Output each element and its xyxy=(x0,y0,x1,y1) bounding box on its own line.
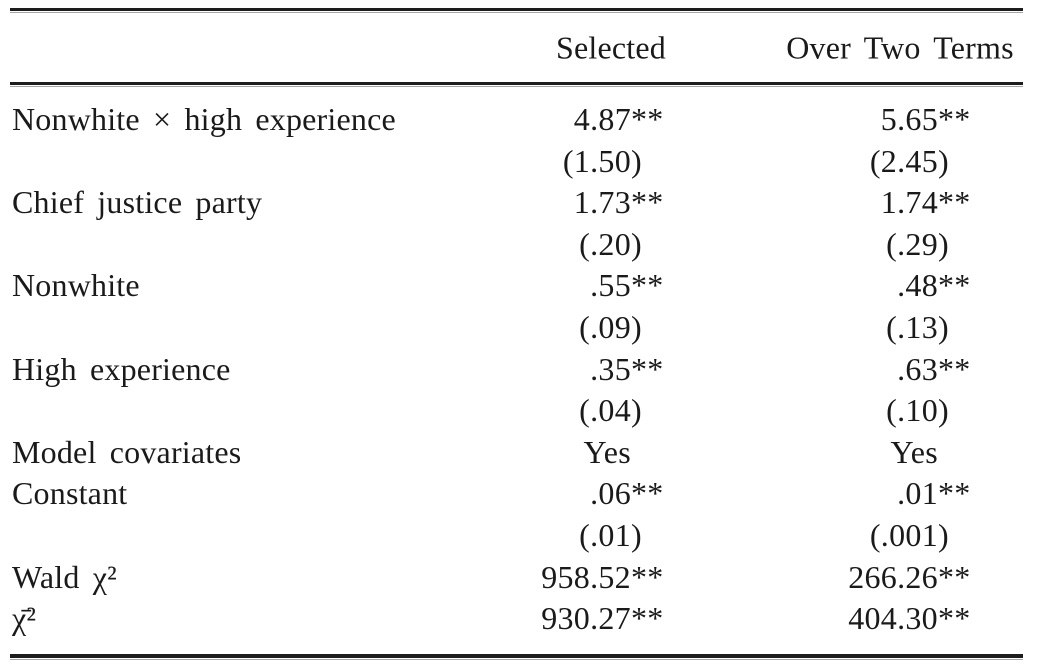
value-suffix: ** xyxy=(631,475,664,512)
row-label: Constant xyxy=(12,475,128,512)
value-suffix: ) xyxy=(938,516,949,553)
value-suffix: ) xyxy=(631,142,642,179)
table-row xyxy=(10,141,1023,183)
value-over-two-terms xyxy=(658,557,971,599)
value-number: 266.26 xyxy=(848,558,938,595)
table-row xyxy=(10,598,1023,640)
value-over-two-terms xyxy=(658,99,971,141)
value-suffix: ** xyxy=(631,267,664,304)
value-number: .35 xyxy=(590,350,631,387)
row-label: Model covariates xyxy=(12,433,242,470)
value-number: .06 xyxy=(590,475,631,512)
value-suffix: ** xyxy=(631,101,664,137)
row-label: χ̄² xyxy=(12,600,37,637)
value-suffix: ** xyxy=(938,350,971,387)
row-label: Wald χ² xyxy=(12,558,117,595)
value-selected xyxy=(438,473,664,515)
value-suffix: ** xyxy=(938,184,971,221)
row-label: High experience xyxy=(12,350,231,387)
value-suffix: ) xyxy=(631,308,642,345)
value-suffix: ** xyxy=(631,600,664,637)
value-number: (1.50 xyxy=(562,142,631,179)
value-suffix: ) xyxy=(938,392,949,429)
value-number: 1.73 xyxy=(573,184,631,221)
value-over-two-terms xyxy=(658,390,965,432)
value-suffix: ) xyxy=(631,225,642,262)
table-row xyxy=(10,432,1023,474)
table-body xyxy=(10,87,1023,640)
value-over-two-terms xyxy=(658,598,971,640)
value-number: .01 xyxy=(897,475,938,512)
table-row xyxy=(10,557,1023,599)
value-number: Yes xyxy=(583,433,631,470)
value-selected xyxy=(438,349,664,391)
value-number: .48 xyxy=(897,267,938,304)
value-selected xyxy=(438,182,664,224)
table-row xyxy=(10,390,1023,432)
table-row xyxy=(10,99,1023,141)
value-number: .55 xyxy=(590,267,631,304)
value-number: 930.27 xyxy=(541,600,631,637)
value-number: (2.45 xyxy=(869,142,938,179)
row-label: Nonwhite xyxy=(12,267,140,304)
value-number: 1.74 xyxy=(880,184,938,221)
value-number: (.29 xyxy=(886,225,938,262)
value-number: .63 xyxy=(897,350,938,387)
value-number: 404.30 xyxy=(848,600,938,637)
value-number: (.01 xyxy=(579,516,631,553)
table-rule-bottom xyxy=(10,654,1023,660)
value-number: Yes xyxy=(890,433,938,470)
value-suffix: ** xyxy=(938,558,971,595)
row-label: Nonwhite × high experience xyxy=(12,101,396,137)
table-row xyxy=(10,224,1023,266)
value-number: (.13 xyxy=(886,308,938,345)
value-selected xyxy=(438,390,658,432)
value-selected xyxy=(438,224,658,266)
value-suffix: ** xyxy=(938,267,971,304)
value-suffix: ** xyxy=(631,184,664,221)
column-header-selected: Selected xyxy=(556,29,666,65)
value-suffix: ** xyxy=(631,350,664,387)
value-suffix: ** xyxy=(938,600,971,637)
value-number: 4.87 xyxy=(573,101,631,137)
value-over-two-terms xyxy=(658,307,965,349)
value-suffix: ** xyxy=(938,101,971,137)
value-number: (.10 xyxy=(886,392,938,429)
value-suffix: ) xyxy=(938,308,949,345)
value-selected xyxy=(438,141,658,183)
value-over-two-terms xyxy=(658,224,965,266)
value-over-two-terms xyxy=(658,432,965,474)
table-row xyxy=(10,265,1023,307)
value-number: (.04 xyxy=(579,392,631,429)
value-suffix: ) xyxy=(631,516,642,553)
value-selected xyxy=(438,515,658,557)
statistical-table xyxy=(10,8,1023,660)
table-row xyxy=(10,473,1023,515)
value-over-two-terms xyxy=(658,515,965,557)
value-over-two-terms xyxy=(658,265,971,307)
column-header-over-two-terms: Over Two Terms xyxy=(786,29,1014,65)
value-number: 5.65 xyxy=(880,101,938,137)
table-row xyxy=(10,515,1023,557)
value-suffix: ** xyxy=(938,475,971,512)
value-number: (.001 xyxy=(869,516,938,553)
value-suffix: ) xyxy=(631,392,642,429)
value-selected xyxy=(438,307,658,349)
value-number: 958.52 xyxy=(541,558,631,595)
value-selected xyxy=(438,99,664,141)
value-selected xyxy=(438,598,664,640)
value-over-two-terms xyxy=(658,182,971,224)
value-selected xyxy=(438,265,664,307)
table-row xyxy=(10,307,1023,349)
row-label: Chief justice party xyxy=(12,184,263,221)
value-suffix: ) xyxy=(938,225,949,262)
value-selected xyxy=(438,557,664,599)
value-selected xyxy=(438,432,658,474)
value-number: (.09 xyxy=(579,308,631,345)
value-suffix: ** xyxy=(631,558,664,595)
table-row xyxy=(10,349,1023,391)
value-over-two-terms xyxy=(658,141,965,183)
value-over-two-terms xyxy=(658,473,971,515)
value-number: (.20 xyxy=(579,225,631,262)
value-suffix: ) xyxy=(938,142,949,179)
table-header-row xyxy=(10,13,1023,82)
value-over-two-terms xyxy=(658,349,971,391)
table-row xyxy=(10,182,1023,224)
